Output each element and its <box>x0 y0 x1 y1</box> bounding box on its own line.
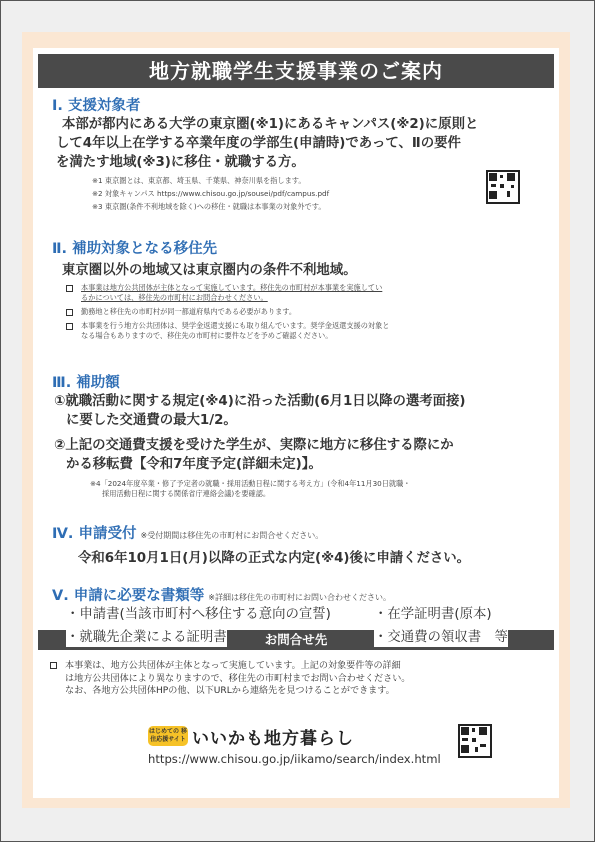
s1-note-1: ※1 東京圏とは、東京都、埼玉県、千葉県、神奈川県を指します。 <box>92 176 306 185</box>
doc-item-1: ・申請書(当該市町村へ移住する意向の宣誓) <box>66 607 331 622</box>
doc-item-2: ・在学証明書(原本) <box>374 607 492 622</box>
page-title: 地方就職学生支援事業のご案内 <box>38 54 554 88</box>
s2-bullet-1: 本事業は地方公共団体が主体となって実施しています。移住先の市町村が本事業を実施してい るかについては、移住先の市町村にお問合わせください。 <box>66 283 382 303</box>
checkbox-icon <box>66 323 73 330</box>
s3-item-1-line-2: に要した交通費の最大1/2。 <box>66 413 237 428</box>
site-url-link[interactable]: https://www.chisou.go.jp/iikamo/search/index.html <box>148 752 441 766</box>
contact-heading: お問合せ先 <box>38 630 554 650</box>
s3-item-2-line-2: かる移転費【令和7年度予定(詳細未定)】。 <box>66 457 322 472</box>
s3-item-2-line-1: ②上記の交通費支援を受けた学生が、実際に地方に移住する際にか <box>54 438 454 453</box>
qr-code-site <box>458 724 492 758</box>
s1-note-3: ※3 東京圏(条件不利地域を除く)への移住・就職は本事業の対象外です。 <box>92 202 326 211</box>
s3-note: ※4「2024年度卒業・修了予定者の就職・採用活動日程に関する考え方」(令和4年11月30日就職・ 採用活動日程に関する関係省庁連絡会議)を要確認。 <box>90 479 411 498</box>
checkbox-icon <box>50 662 57 669</box>
s1-body-line-2: して4年以上在学する卒業年度の学部生(申請時)であって、Ⅱの要件 <box>56 136 461 151</box>
checkbox-icon <box>66 285 73 292</box>
section-5-heading: Ⅴ. 申請に必要な書類等 ※詳細は移住先の市町村にお問い合わせください。 <box>52 588 391 604</box>
s2-bullet-2: 勤務地と移住先の市町村が同一都道府県内である必要があります。 <box>66 307 296 317</box>
s4-body: 令和6年10月1日(月)以降の正式な内定(※4)後に申請ください。 <box>78 551 471 566</box>
site-badge-logo: はじめての 移住応援サイト <box>148 726 188 746</box>
checkbox-icon <box>66 309 73 316</box>
doc-item-3: ・就職先企業による証明書 <box>66 630 227 645</box>
site-name-logo: いいかも地方暮らし <box>192 729 354 749</box>
section-4-heading: Ⅳ. 申請受付 ※受付期間は移住先の市町村にお問合せください。 <box>52 526 324 542</box>
contact-text: 本事業は、地方公共団体が主体となって実施しています。上記の対象要件等の詳細 は地方公共団体により異なりますので、移住先の市町村までお問い合わせください。 なお、各地方公共団体HPの他、以下URLから連絡先を見つけることができます。 <box>50 660 540 698</box>
s1-body-line-3: を満たす地域(※3)に移住・就職する方。 <box>56 155 305 170</box>
section-1-heading: Ⅰ. 支援対象者 <box>52 98 141 114</box>
doc-item-4: ・交通費の領収書 等 <box>374 630 508 645</box>
qr-code-campus <box>486 170 520 204</box>
section-3-heading: Ⅲ. 補助額 <box>52 375 120 391</box>
section-2-heading: Ⅱ. 補助対象となる移住先 <box>52 241 218 257</box>
s1-body-line-1: 本部が都内にある大学の東京圏(※1)にあるキャンパス(※2)に原則と <box>62 117 479 132</box>
s2-lead: 東京圏以外の地域又は東京圏内の条件不利地域。 <box>62 263 357 278</box>
s3-item-1-line-1: ①就職活動に関する規定(※4)に沿った活動(6月1日以降の選考面接) <box>54 394 466 409</box>
s2-bullet-3: 本事業を行う地方公共団体は、奨学金返還支援にも取り組んでいます。奨学金返還支援の対象と なる場合もありますので、移住先の市町村に要件などを予めご確認ください。 <box>66 321 390 341</box>
s1-note-2: ※2 対象キャンパス https://www.chisou.go.jp/sousei/pdf/campus.pdf <box>92 189 330 198</box>
